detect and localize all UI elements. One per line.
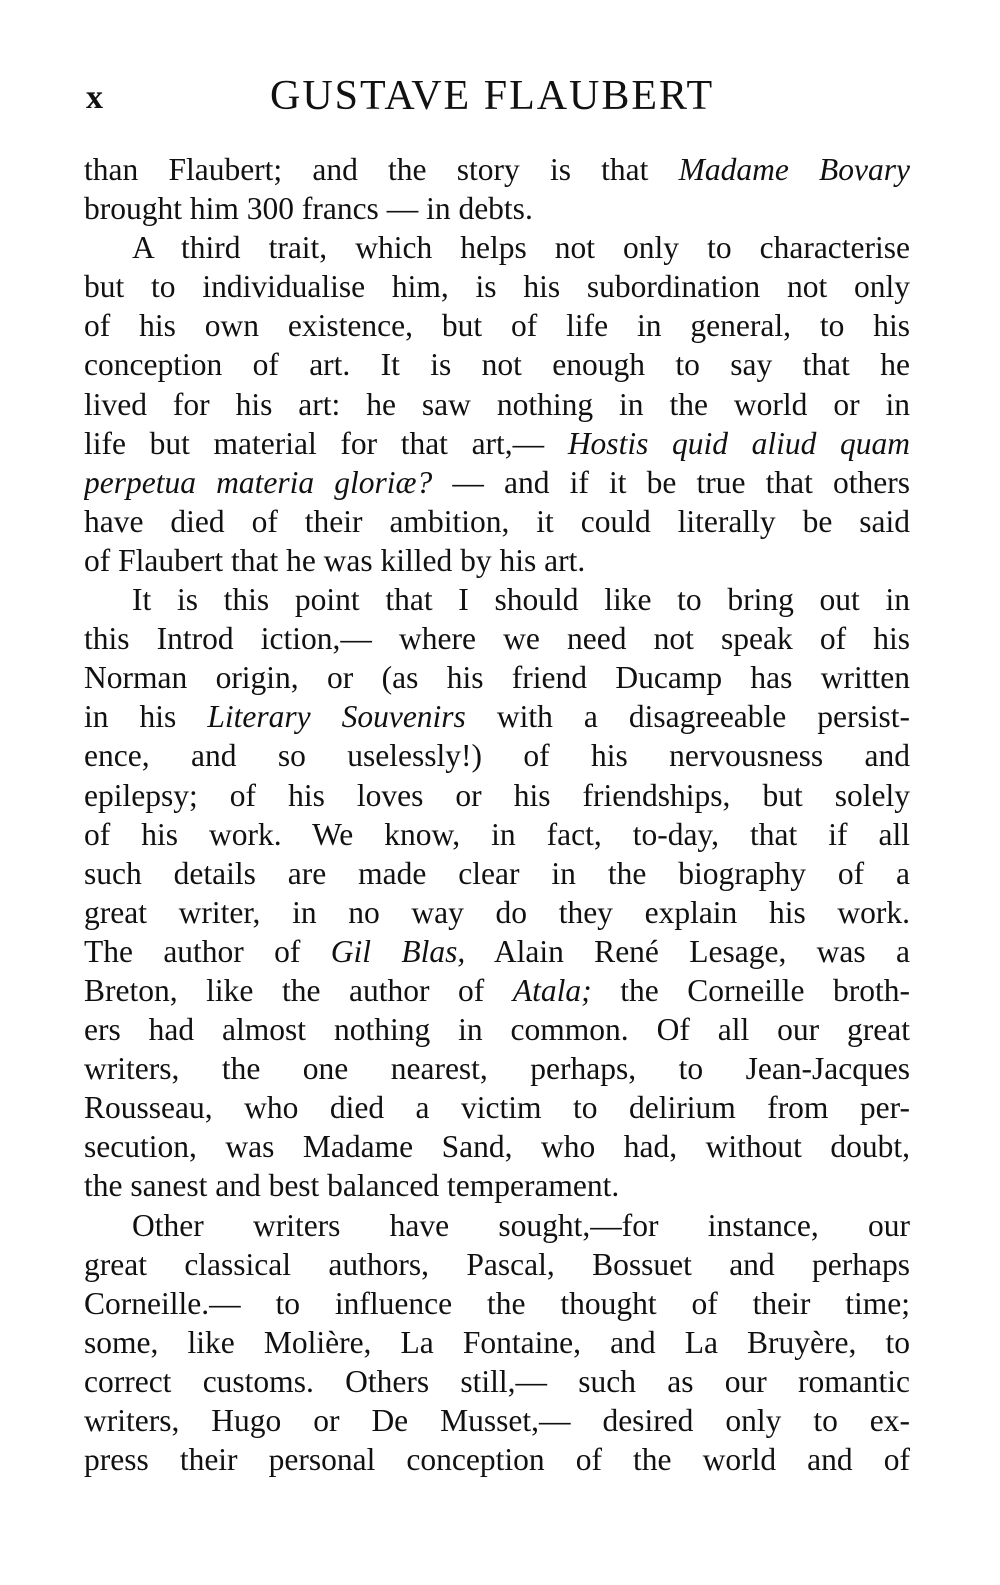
text-line: great classical authors, Pascal, Bossuet and perhaps — [84, 1246, 910, 1282]
text-line: this Introd iction,— where we need not speak of his — [84, 621, 910, 657]
text-line: writers, Hugo or De Musset,— desired only to ex- — [84, 1403, 910, 1438]
italic-title: perpetua materia gloriæ? — [84, 464, 433, 500]
italic-title: Madame Bovary — [678, 152, 910, 187]
text-line: The author of Gil Blas, Alain René Lesage, was a — [84, 933, 910, 969]
text-line: Breton, like the author of Atala; the Corneille broth- — [84, 972, 910, 1008]
text-line: Rousseau, who died a victim to delirium from per- — [84, 1090, 910, 1126]
text-line: Other writers have sought,—for instance, our — [132, 1207, 910, 1243]
text-line: of his work. We know, in fact, to-day, that if all — [84, 816, 910, 852]
text-line: conception of art. It is not enough to say that he — [84, 347, 910, 383]
italic-title: Gil Blas, — [330, 933, 466, 969]
italic-title: Hostis quid aliud quam — [567, 425, 910, 461]
running-title: GUSTAVE FLAUBERT — [270, 73, 715, 119]
text-line: writers, the one nearest, perhaps, to Jean-Jacques — [84, 1051, 910, 1087]
italic-title: Atala; — [512, 972, 592, 1008]
text-line: such details are made clear in the biography of a — [84, 855, 910, 891]
text-line: Norman origin, or (as his friend Ducamp has written — [84, 660, 910, 696]
text-line: than Flaubert; and the story is that Madame Bovary — [84, 152, 910, 187]
text-line: correct customs. Others still,— such as our romantic — [84, 1363, 910, 1399]
italic-title: Literary Souvenirs — [207, 699, 466, 735]
running-head — [84, 68, 910, 124]
text-line: some, like Molière, La Fontaine, and La Bruyère, to — [84, 1324, 910, 1360]
text-line: life but material for that art,— Hostis quid aliud quam — [84, 425, 910, 461]
text-line: have died of their ambition, it could literally be said — [84, 503, 910, 539]
text-line: the sanest and best balanced temperament. — [84, 1168, 620, 1204]
page-number: x — [86, 79, 103, 116]
text-line: perpetua materia gloriæ? — and if it be true that others — [84, 464, 910, 500]
text-line: of his own existence, but of life in general, to his — [84, 308, 910, 344]
text-line: but to individualise him, is his subordination not only — [84, 269, 910, 305]
text-line: secution, was Madame Sand, who had, without doubt, — [84, 1129, 910, 1165]
text-line: press their personal conception of the world and of — [84, 1442, 910, 1478]
text-line: great writer, in no way do they explain his work. — [84, 894, 910, 930]
text-line: in his Literary Souvenirs with a disagreeable persist- — [84, 699, 910, 735]
text-line: Corneille.— to influence the thought of their time; — [84, 1285, 910, 1321]
body-text — [84, 150, 910, 1479]
text-line: lived for his art: he saw nothing in the world or in — [84, 386, 910, 422]
text-line: A third trait, which helps not only to characterise — [132, 230, 910, 266]
text-line: brought him 300 francs — in debts. — [84, 191, 533, 227]
text-line: It is this point that I should like to bring out in — [132, 582, 910, 618]
text-line: epilepsy; of his loves or his friendships, but solely — [84, 777, 910, 813]
text-line: ence, and so uselessly!) of his nervousness and — [84, 738, 910, 774]
text-line: ers had almost nothing in common. Of all our great — [84, 1012, 910, 1048]
text-line: of Flaubert that he was killed by his art. — [84, 542, 586, 578]
